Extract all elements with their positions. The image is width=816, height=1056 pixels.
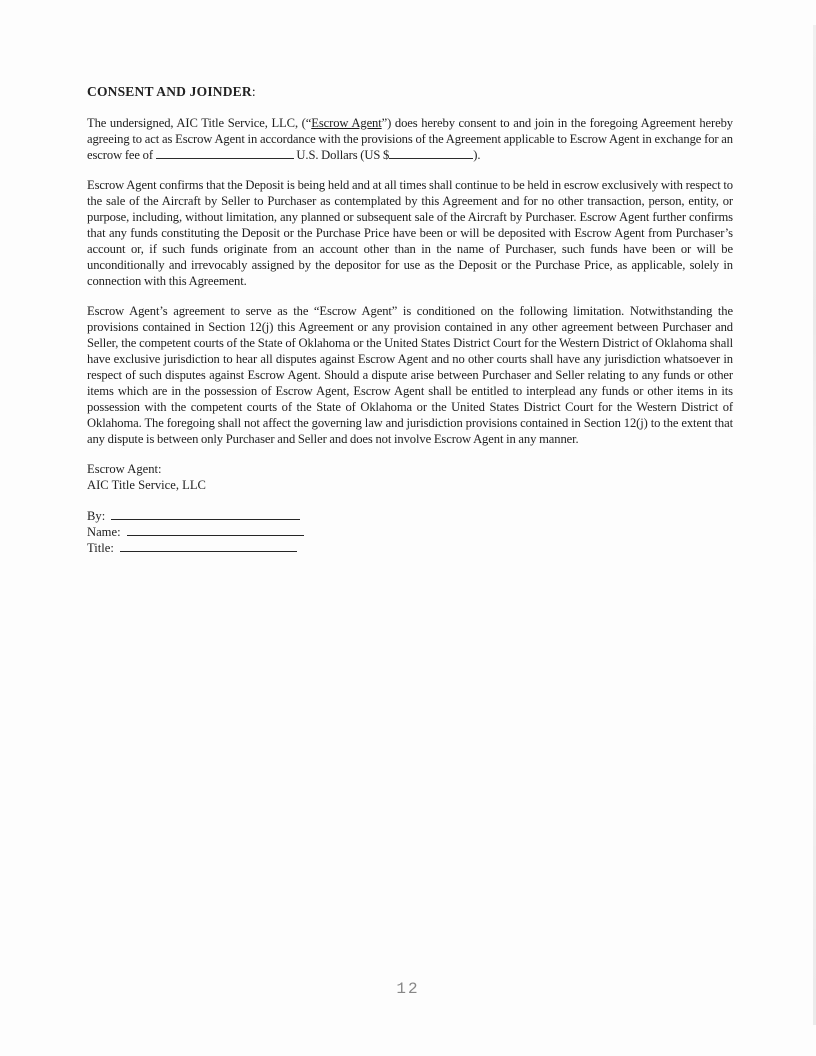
paragraph-jurisdiction-limitation: Escrow Agent’s agreement to serve as the “Escrow Agent” is conditioned on the following limitation. Notwithstanding the provisions contained in Section 12(j) this Agreement or any provision contained in any other agreement between Purchaser and Seller, the competent courts of the State of Oklahoma or the United States District Court for the Western District of Oklahoma shall have exclusive jurisdiction to hear all disputes against Escrow Agent and no other courts shall have any jurisdiction whatsoever in respect of such disputes against Escrow Agent. Should a dispute arise between Purchaser and Seller relating to any funds or other items which are in the possession of Escrow Agent, Escrow Agent shall be entitled to interplead any funds or other items in its possession with the competent courts of the State of Oklahoma or the United States District Court for the Western District of Oklahoma. The foregoing shall not affect the governing law and jurisdiction provisions contained in Section 12(j) to the extent that any dispute is between only Purchaser and Seller and does not involve Escrow Agent in any manner. <box>87 304 733 446</box>
title-label: Title: <box>87 541 114 556</box>
heading-text: CONSENT AND JOINDER <box>87 84 252 99</box>
title-row <box>87 540 733 556</box>
name-row <box>87 524 733 540</box>
name-label: Name: <box>87 525 121 540</box>
p1-dollars-label: U.S. Dollars (US $ <box>293 148 390 162</box>
p1-before-underline: The undersigned, AIC Title Service, LLC, (“ <box>87 116 312 130</box>
escrow-agent-label: Escrow Agent: <box>87 462 162 476</box>
paragraph-deposit-confirmation: Escrow Agent confirms that the Deposit is being held and at all times shall continue to be held in escrow exclusively with respect to the sale of the Aircraft by Seller to Purchaser as contemplated by this Agreement and for no other transaction, person, entity, or purpose, including, without limitation, any planned or subsequent sale of the Aircraft by Purchaser. Escrow Agent further confirms that any funds constituting the Deposit or the Purchase Price have been or will be deposited with Escrow Agent from Purchaser’s account or, if such funds originate from an account other than in the name of Purchaser, such funds have been or will be unconditionally and irrevocably assigned by the depositor for use as the Deposit or the Purchase Price, as applicable, solely in connection with this Agreement. <box>87 178 733 288</box>
name-signature-line <box>127 524 304 536</box>
paragraph-consent-intro <box>87 115 733 163</box>
document-heading <box>87 84 733 100</box>
company-name: AIC Title Service, LLC <box>87 478 206 492</box>
signature-lines <box>87 508 733 557</box>
escrow-fee-amount-blank <box>156 148 294 159</box>
document-page <box>87 84 733 557</box>
heading-colon: : <box>251 84 256 99</box>
title-signature-line <box>120 540 297 552</box>
by-row <box>87 508 733 524</box>
escrow-agent-underlined-term: Escrow Agent <box>311 116 382 130</box>
p1-after-underline: ”) does hereby consent to and join in the foregoing Agreement hereby agreeing to act as Escrow Agent in accordance with the provisions of the Agreement applicable to Escrow Agent in exchange for an escrow fee of <box>87 116 733 162</box>
by-label: By: <box>87 509 106 523</box>
p1-close: ). <box>473 148 481 162</box>
escrow-fee-usd-blank <box>389 148 473 159</box>
page-number: 12 <box>396 980 420 998</box>
signature-block <box>87 461 733 557</box>
by-signature-line <box>111 508 300 520</box>
